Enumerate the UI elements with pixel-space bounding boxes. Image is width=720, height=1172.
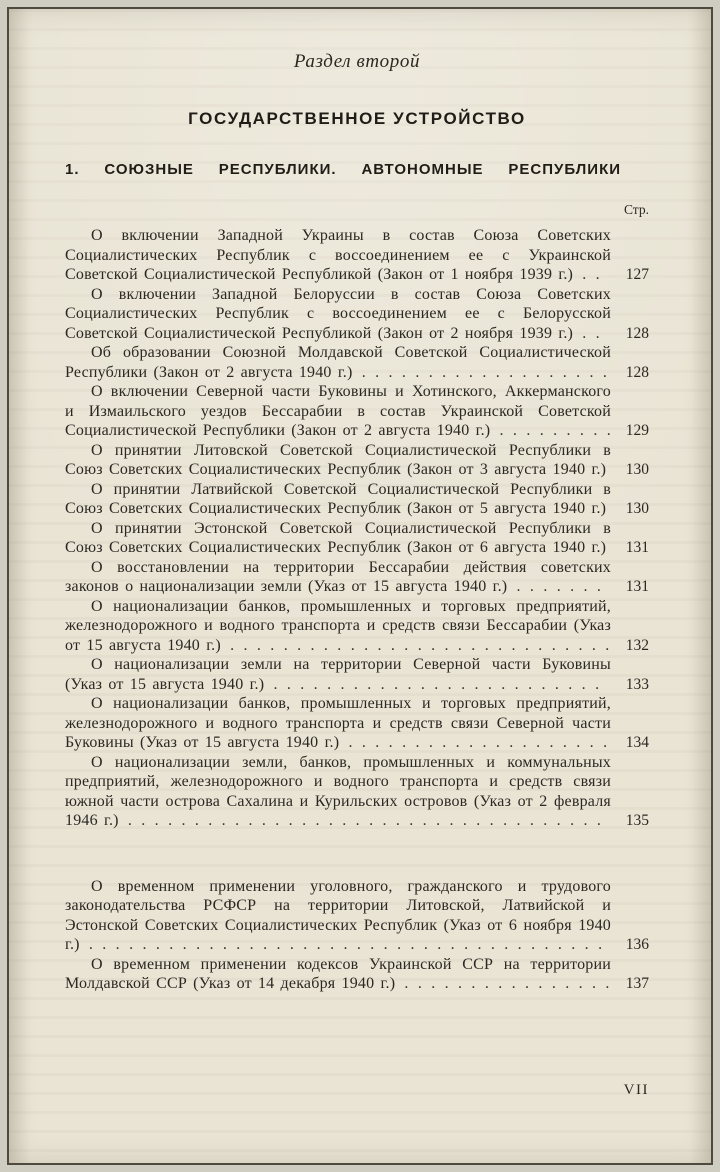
toc-entry-body <box>65 519 611 558</box>
subsection-title: 1. СОЮЗНЫЕ РЕСПУБЛИКИ. АВТОНОМНЫЕ РЕСПУБЛИКИ <box>65 161 621 178</box>
entry-page-number: 135 <box>625 812 649 829</box>
chapter-title: ГОСУДАРСТВЕННОЕ УСТРОЙСТВО <box>188 109 526 128</box>
folio-page-number: VII <box>623 1082 649 1098</box>
entry-title: О принятии Эстонской Советской Социалистической Республики в Союз Советских Социалистических Республик (Закон от 6 августа 1940 г.) <box>65 519 611 556</box>
entry-page-number: 131 <box>625 578 649 595</box>
dot-leader: . . . . . . . . . . . . . . . . . . . <box>352 363 608 381</box>
toc-entry-body <box>65 226 611 285</box>
toc-entry-body <box>65 753 611 831</box>
dot-leader: . . . . . . . . . . . . . . . . . . . . . . . . . . . . . . . . . . . . <box>118 812 602 829</box>
toc-entry <box>65 382 649 441</box>
toc-entry <box>65 343 649 382</box>
toc-entry <box>65 480 649 519</box>
entry-title: О национализации земли, банков, промышленных и коммунальных предприятий, железнодорожного и водного транспорта и средств связи южной части острова Сахалина и Курильских островов (Указ от 2 февраля 1946 г.) <box>65 753 611 829</box>
entry-page-number: 128 <box>625 363 649 381</box>
toc-entry-body <box>65 480 611 519</box>
toc-entry-body <box>65 955 611 994</box>
toc-entry <box>65 877 649 955</box>
toc-entry <box>65 558 649 597</box>
entry-page-number: 132 <box>625 636 649 654</box>
entry-title: О национализации земли на территории Северной части Буковины (Указ от 15 августа 1940 г.) <box>65 656 611 693</box>
toc-entry <box>65 441 649 480</box>
entry-title: О национализации банков, промышленных и торговых предприятий, железнодорожного и водного транспорта и средств связи Бессарабии (Указ от 15 августа 1940 г.) <box>65 597 611 654</box>
dot-leader: . . . . . . . . . . . . . . . . . . . . <box>339 734 608 751</box>
entry-page-number: 131 <box>625 539 649 556</box>
entry-page-number: 133 <box>625 675 649 693</box>
entry-title: О включении Западной Украины в состав Союза Советских Социалистических Республик с воссоединением ее с Украинской Советской Социалистической Республикой (Закон от 1 ноября 1939 г.) <box>65 227 611 283</box>
toc-entry <box>65 597 649 656</box>
toc-entry-body <box>65 877 611 955</box>
entry-title: О национализации банков, промышленных и торговых предприятий, железнодорожного и водного транспорта и средств связи Северной части Буковины (Указ от 15 августа 1940 г.) <box>65 695 611 751</box>
entry-title: О принятии Литовской Советской Социалистической Республики в Союз Советских Социалистических Республик (Закон от 3 августа 1940 г.) <box>65 441 611 478</box>
entry-page-number: 130 <box>625 500 649 517</box>
entry-title: О включении Северной части Буковины и Хотинского, Аккерманского и Измаильского уездов Бессарабии в состав Украинской Советской Социалистической Республики (Закон от 2 августа 1940 г.) <box>65 383 611 439</box>
entry-title: О временном применении уголовного, гражданского и трудового законодательства РСФСР на территории Литовской, Латвийской и Эстонской Советских Социалистических Республик (Указ от 6 ноября 1940 г.) <box>65 877 611 953</box>
entry-page-number: 137 <box>625 975 649 992</box>
dot-leader: . . . . . . . . . <box>490 422 611 439</box>
toc-entry-body <box>65 597 611 656</box>
dot-leader: . . . . . . . . . . . . . . . . . . . . . . . . . . . . . . . . . . . . . . . <box>79 936 603 953</box>
toc-entry-body <box>65 655 611 694</box>
entry-title: О восстановлении на территории Бессарабии действия советских законов о национализации земли (Указ от 15 августа 1940 г.) <box>65 558 611 595</box>
toc-entry <box>65 226 649 285</box>
toc-list <box>65 226 649 994</box>
dot-leader: . . <box>573 324 600 342</box>
toc-entry-body <box>65 382 611 441</box>
entry-page-number: 130 <box>625 461 649 478</box>
dot-leader: . . . . . . . <box>507 578 602 595</box>
toc-entry-body <box>65 285 611 344</box>
page-column-label: Стр. <box>623 202 649 217</box>
dot-leader: . . . . . . . . . . . . . . . . . . . . . . . . . . . . . <box>220 636 610 654</box>
entry-page-number: 128 <box>625 324 649 342</box>
toc-entry <box>65 694 649 753</box>
toc-entry <box>65 955 649 994</box>
toc-entry-body <box>65 694 611 753</box>
toc-entry <box>65 753 649 831</box>
section-header: Раздел второй <box>293 51 421 72</box>
dot-leader: . . . . . . . . . . . . . . . . <box>395 975 610 992</box>
toc-entry <box>65 519 649 558</box>
entry-page-number: 127 <box>625 266 649 283</box>
entry-title: О включении Западной Белоруссии в состав Союза Советских Социалистических Республик с воссоединением ее с Белорусской Советской Социалистической Республикой (Закон от 2 ноября 1939 г.) <box>65 285 611 342</box>
toc-entry-body <box>65 441 611 480</box>
toc-entry <box>65 285 649 344</box>
toc-entry-body <box>65 343 611 382</box>
entry-page-number: 129 <box>625 422 649 439</box>
dot-leader: . . <box>573 266 600 283</box>
entry-title: О временном применении кодексов Украинской ССР на территории Молдавской ССР (Указ от 14 декабря 1940 г.) <box>65 955 611 992</box>
toc-entry <box>65 655 649 694</box>
entry-page-number: 136 <box>625 936 649 953</box>
entry-title: Об образовании Союзной Молдавской Советской Социалистической Республики (Закон от 2 августа 1940 г.) <box>65 344 611 381</box>
entry-title: О принятии Латвийской Советской Социалистической Республики в Союз Советских Социалистических Республик (Закон от 5 августа 1940 г.) <box>65 480 611 517</box>
entry-page-number: 134 <box>625 734 649 751</box>
dot-leader: . . . . . . . . . . . . . . . . . . . . . . . . . <box>264 675 600 693</box>
toc-entry-body <box>65 558 611 597</box>
paper <box>7 7 713 1165</box>
